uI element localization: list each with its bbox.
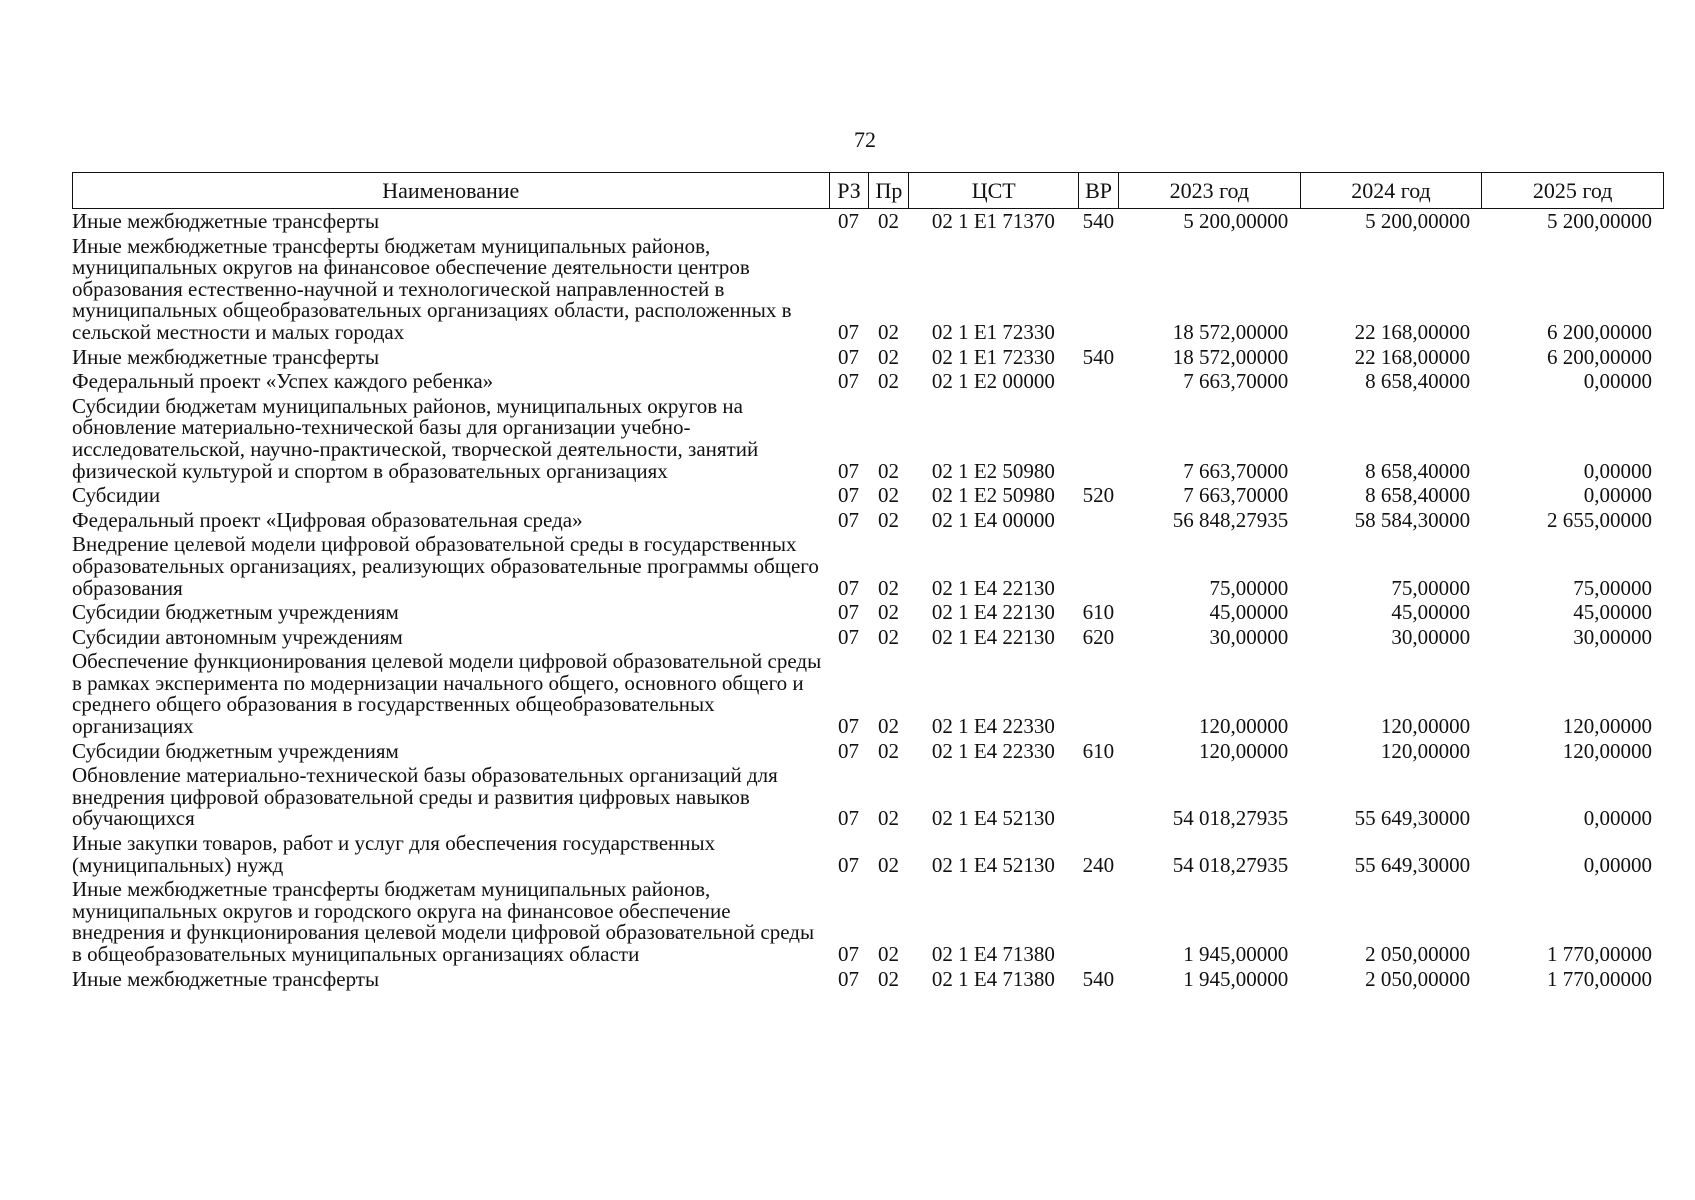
row-2025: 0,00000 [1583, 852, 1652, 877]
row-cst: 02 1 E4 71380 [931, 966, 1055, 991]
row-rz: 07 [838, 507, 859, 532]
row-cst: 02 1 E4 71380 [931, 942, 1055, 966]
header-2024: 2024 год [1300, 173, 1482, 208]
row-pr: 02 [877, 575, 899, 600]
row-cst: 02 1 E4 22330 [931, 738, 1055, 763]
row-rz: 07 [838, 738, 859, 763]
row-2023: 54 018,27935 [1172, 806, 1289, 831]
row-2024: 5 200,00000 [1365, 209, 1471, 233]
row-pr: 02 [877, 319, 899, 344]
header-rz: РЗ [829, 173, 869, 208]
row-pr: 02 [877, 852, 899, 877]
row-2024: 8 658,40000 [1365, 369, 1471, 394]
table-row [72, 624, 1664, 649]
row-2024: 8 658,40000 [1365, 458, 1471, 483]
row-pr: 02 [877, 600, 899, 625]
row-2024: 2 050,00000 [1365, 966, 1471, 991]
row-2023: 1 945,00000 [1183, 966, 1289, 991]
row-2024: 8 658,40000 [1365, 483, 1471, 508]
table-row [72, 211, 1664, 233]
row-rz: 07 [838, 624, 859, 649]
row-2023: 120,00000 [1198, 714, 1289, 739]
row-pr: 02 [877, 624, 899, 649]
row-rz: 07 [838, 575, 859, 600]
row-rz: 07 [838, 852, 859, 877]
row-2025: 120,00000 [1562, 714, 1652, 739]
row-name: Федеральный проект «Успех каждого ребенка» [72, 369, 494, 394]
row-2023: 54 018,27935 [1172, 852, 1289, 877]
table-row [72, 738, 1664, 763]
row-2023: 45,00000 [1209, 600, 1289, 625]
row-2025: 75,00000 [1573, 575, 1652, 600]
row-pr: 02 [877, 942, 899, 966]
table-row [72, 344, 1664, 369]
row-cst: 02 1 E4 22130 [931, 575, 1055, 600]
row-vr: 610 [1082, 738, 1115, 763]
row-2025: 2 655,00000 [1546, 507, 1652, 532]
header-2025: 2025 год [1481, 173, 1663, 208]
row-name: Иные межбюджетные трансферты бюджетам муниципальных районов, муниципальных округов и городского округа на финансовое обеспечение внедрения и функционирования целевой модели цифровой образовательной среды в общеобразовательных муниципальных организациях области [72, 877, 815, 966]
row-rz: 07 [838, 942, 859, 966]
row-pr: 02 [877, 344, 899, 369]
header-pr: Пр [868, 173, 908, 208]
table-header [72, 172, 1664, 209]
row-vr: 610 [1082, 600, 1115, 625]
table-row [72, 534, 1664, 599]
row-cst: 02 1 E4 52130 [931, 806, 1055, 831]
row-2024: 30,00000 [1391, 624, 1471, 649]
row-cst: 02 1 E4 52130 [931, 852, 1055, 877]
row-2025: 45,00000 [1573, 600, 1652, 625]
row-2023: 5 200,00000 [1183, 209, 1289, 233]
row-pr: 02 [877, 369, 899, 394]
row-name: Субсидии бюджетным учреждениям [72, 738, 399, 763]
row-2023: 7 663,70000 [1183, 458, 1289, 483]
header-vr: ВР [1078, 173, 1118, 208]
row-cst: 02 1 E4 22130 [931, 624, 1055, 649]
row-pr: 02 [877, 209, 899, 233]
row-2024: 55 649,30000 [1354, 806, 1471, 831]
table-body [72, 211, 1664, 990]
row-2025: 30,00000 [1573, 624, 1652, 649]
row-rz: 07 [838, 458, 859, 483]
row-name: Иные межбюджетные трансферты [72, 966, 380, 991]
row-pr: 02 [877, 806, 899, 831]
row-cst: 02 1 E1 72330 [931, 344, 1055, 369]
row-pr: 02 [877, 458, 899, 483]
row-2023: 30,00000 [1209, 624, 1289, 649]
row-2025: 6 200,00000 [1546, 344, 1652, 369]
row-name: Иные межбюджетные трансферты [72, 209, 380, 233]
row-2025: 120,00000 [1562, 738, 1652, 763]
row-2024: 75,00000 [1391, 575, 1471, 600]
row-rz: 07 [838, 966, 859, 991]
row-2025: 0,00000 [1583, 458, 1652, 483]
row-2023: 7 663,70000 [1183, 483, 1289, 508]
page-number: 72 [854, 127, 876, 152]
row-name: Обновление материально-технической базы образовательных организаций для внедрения цифровой образовательной среды и развития цифровых навыков обучающихся [72, 763, 778, 831]
header-2023: 2023 год [1118, 173, 1300, 208]
row-2023: 56 848,27935 [1172, 507, 1289, 532]
row-2023: 75,00000 [1209, 575, 1289, 600]
row-2024: 120,00000 [1380, 738, 1471, 763]
row-2023: 18 572,00000 [1172, 344, 1289, 369]
row-2024: 58 584,30000 [1354, 507, 1471, 532]
row-vr: 520 [1082, 483, 1115, 508]
row-cst: 02 1 E4 22130 [931, 600, 1055, 625]
row-2025: 6 200,00000 [1546, 319, 1652, 344]
row-2024: 22 168,00000 [1354, 344, 1471, 369]
row-rz: 07 [838, 369, 859, 394]
header-name: Наименование [382, 177, 520, 203]
row-pr: 02 [877, 714, 899, 739]
row-name: Субсидии автономным учреждениям [72, 624, 403, 649]
row-cst: 02 1 E2 50980 [931, 483, 1055, 508]
row-name: Субсидии [72, 483, 161, 508]
row-rz: 07 [838, 806, 859, 831]
row-cst: 02 1 E1 72330 [931, 319, 1055, 344]
row-cst: 02 1 E4 00000 [931, 507, 1055, 532]
row-name: Иные межбюджетные трансферты бюджетам муниципальных районов, муниципальных округов на финансовое обеспечение деятельности центров образования естественно-научной и технологической направленностей в муниципальных общеобразовательных организациях области, расположенных в сельской местности и малых городах [72, 233, 792, 344]
row-rz: 07 [838, 714, 859, 739]
row-2025: 0,00000 [1583, 483, 1652, 508]
table-row [72, 507, 1664, 532]
row-vr: 540 [1082, 966, 1115, 991]
row-rz: 07 [838, 483, 859, 508]
row-name: Иные закупки товаров, работ и услуг для обеспечения государственных (муниципальных) нужд [72, 831, 716, 877]
row-2023: 120,00000 [1198, 738, 1289, 763]
row-2024: 55 649,30000 [1354, 852, 1471, 877]
row-pr: 02 [877, 966, 899, 991]
row-cst: 02 1 E2 00000 [931, 369, 1055, 394]
table-row [72, 233, 1664, 344]
row-rz: 07 [838, 344, 859, 369]
row-name: Обеспечение функционирования целевой модели цифровой образовательной среды в рамках эксперимента по модернизации начального общего, основного общего и среднего общего образования в государственных общеобразовательных организациях [72, 649, 822, 739]
row-rz: 07 [838, 209, 859, 233]
row-name: Субсидии бюджетным учреждениям [72, 600, 399, 625]
row-pr: 02 [877, 483, 899, 508]
table-row [72, 966, 1664, 991]
row-name: Субсидии бюджетам муниципальных районов, муниципальных округов на обновление материально-технической базы для организации учебно-исследовательской, научно-практической, творческой деятельности, занятий физической культурой и спортом в образовательных организациях [72, 393, 759, 483]
table-row [72, 765, 1664, 830]
row-2023: 1 945,00000 [1183, 942, 1289, 966]
row-2024: 120,00000 [1380, 714, 1471, 739]
row-2025: 1 770,00000 [1546, 942, 1652, 966]
row-rz: 07 [838, 319, 859, 344]
table-row [72, 393, 1664, 483]
row-2025: 0,00000 [1583, 806, 1652, 831]
row-2025: 1 770,00000 [1546, 966, 1652, 991]
table-row [72, 485, 1664, 507]
row-2025: 0,00000 [1583, 369, 1652, 394]
budget-table [72, 172, 1664, 990]
row-pr: 02 [877, 507, 899, 532]
table-row [72, 651, 1664, 737]
row-2024: 2 050,00000 [1365, 942, 1471, 966]
table-row [72, 371, 1664, 393]
row-2024: 22 168,00000 [1354, 319, 1471, 344]
row-2025: 5 200,00000 [1546, 209, 1652, 233]
row-name: Федеральный проект «Цифровая образовательная среда» [72, 507, 583, 532]
row-2023: 7 663,70000 [1183, 369, 1289, 394]
row-vr: 540 [1082, 209, 1115, 233]
row-cst: 02 1 E4 22330 [931, 714, 1055, 739]
row-rz: 07 [838, 600, 859, 625]
row-cst: 02 1 E1 71370 [931, 209, 1055, 233]
header-cst: ЦСТ [908, 173, 1078, 208]
row-pr: 02 [877, 738, 899, 763]
row-cst: 02 1 E2 50980 [931, 458, 1055, 483]
table-row [72, 879, 1664, 965]
row-name: Внедрение целевой модели цифровой образовательной среды в государственных образовательных организациях, реализующих образовательные программы общего образования [72, 532, 819, 600]
row-2024: 45,00000 [1391, 600, 1471, 625]
row-vr: 620 [1082, 624, 1115, 649]
table-row [72, 602, 1664, 624]
row-name: Иные межбюджетные трансферты [72, 344, 380, 369]
table-row [72, 833, 1664, 876]
row-vr: 540 [1082, 344, 1115, 369]
row-2023: 18 572,00000 [1172, 319, 1289, 344]
row-vr: 240 [1082, 852, 1115, 877]
